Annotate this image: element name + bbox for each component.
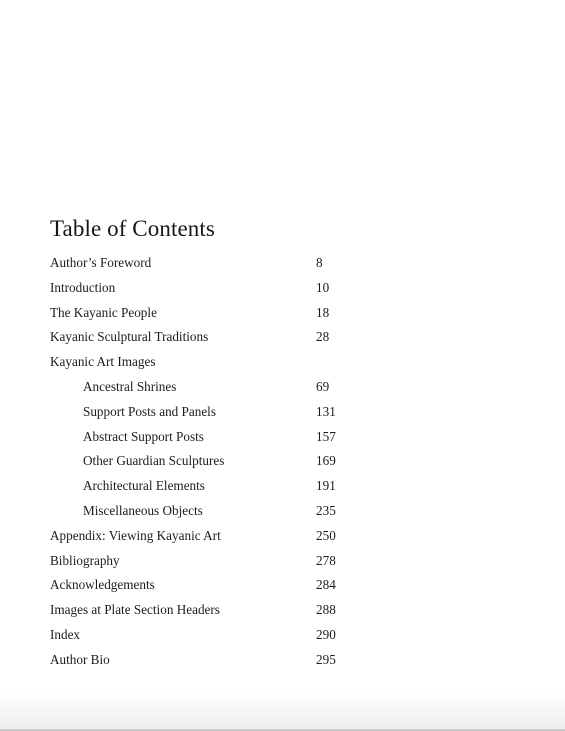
- toc-entry-page: 295: [316, 651, 336, 667]
- toc-subentry: [0, 377, 565, 402]
- toc-entry: [0, 625, 565, 650]
- toc-entry-page: 290: [316, 626, 336, 642]
- toc-entry: [0, 600, 565, 625]
- toc-entry-page: 18: [316, 304, 330, 320]
- toc-entry: [0, 303, 565, 328]
- toc-entry: [0, 551, 565, 576]
- toc-entry: [0, 575, 565, 600]
- toc-entry-page: 28: [316, 329, 330, 345]
- toc-subentry: [0, 402, 565, 427]
- toc-entry-page: 235: [316, 502, 336, 518]
- toc-entry-page: 284: [316, 577, 336, 593]
- toc-entry: [0, 278, 565, 303]
- toc-entry-label: Miscellaneous Objects: [83, 502, 203, 518]
- toc-entry-label: Introduction: [50, 279, 116, 295]
- toc-entry-label: Author’s Foreword: [50, 255, 152, 270]
- toc-entry: [0, 352, 565, 377]
- toc-entry-page: 8: [316, 255, 323, 270]
- toc-entry-label: Acknowledgements: [50, 577, 155, 593]
- toc-entry-label: Kayanic Sculptural Traditions: [50, 329, 209, 345]
- toc-subentry: [0, 501, 565, 526]
- toc-entry-label: Architectural Elements: [83, 478, 205, 494]
- page-bottom-shadow: [0, 691, 565, 731]
- toc-entry-label: Support Posts and Panels: [83, 403, 216, 419]
- toc-entry-page: 288: [316, 602, 336, 618]
- toc-entry-page: 69: [316, 378, 330, 394]
- toc-entry-page: 157: [316, 428, 336, 444]
- toc-entry-page: 169: [316, 453, 336, 469]
- toc-entry-page: 131: [316, 403, 336, 419]
- toc-entry: [0, 253, 565, 278]
- toc-entry-label: Other Guardian Sculptures: [83, 453, 225, 469]
- toc-entry-page: 250: [316, 527, 336, 543]
- page-title: Table of Contents: [50, 216, 215, 241]
- toc-subentry: [0, 451, 565, 476]
- toc-subentry: [0, 476, 565, 501]
- toc-list: [0, 253, 565, 675]
- toc-entry-label: The Kayanic People: [50, 304, 157, 320]
- toc-entry-label: Author Bio: [50, 651, 110, 667]
- toc-entry-page: 278: [316, 552, 336, 568]
- toc-entry-label: Abstract Support Posts: [83, 428, 204, 444]
- toc-entry-label: Index: [50, 626, 81, 642]
- toc-entry: [0, 650, 565, 675]
- toc-entry-label: Ancestral Shrines: [83, 378, 177, 394]
- toc-entry-label: Appendix: Viewing Kayanic Art: [50, 527, 221, 543]
- toc-entry: [0, 327, 565, 352]
- toc-entry-label: Bibliography: [50, 552, 120, 568]
- toc-entry: [0, 526, 565, 551]
- toc-entry-page: 191: [316, 478, 336, 494]
- toc-entry-label: Kayanic Art Images: [50, 354, 156, 370]
- toc-entry-label: Images at Plate Section Headers: [50, 602, 220, 618]
- toc-subentry: [0, 427, 565, 452]
- toc-entry-page: 10: [316, 279, 330, 295]
